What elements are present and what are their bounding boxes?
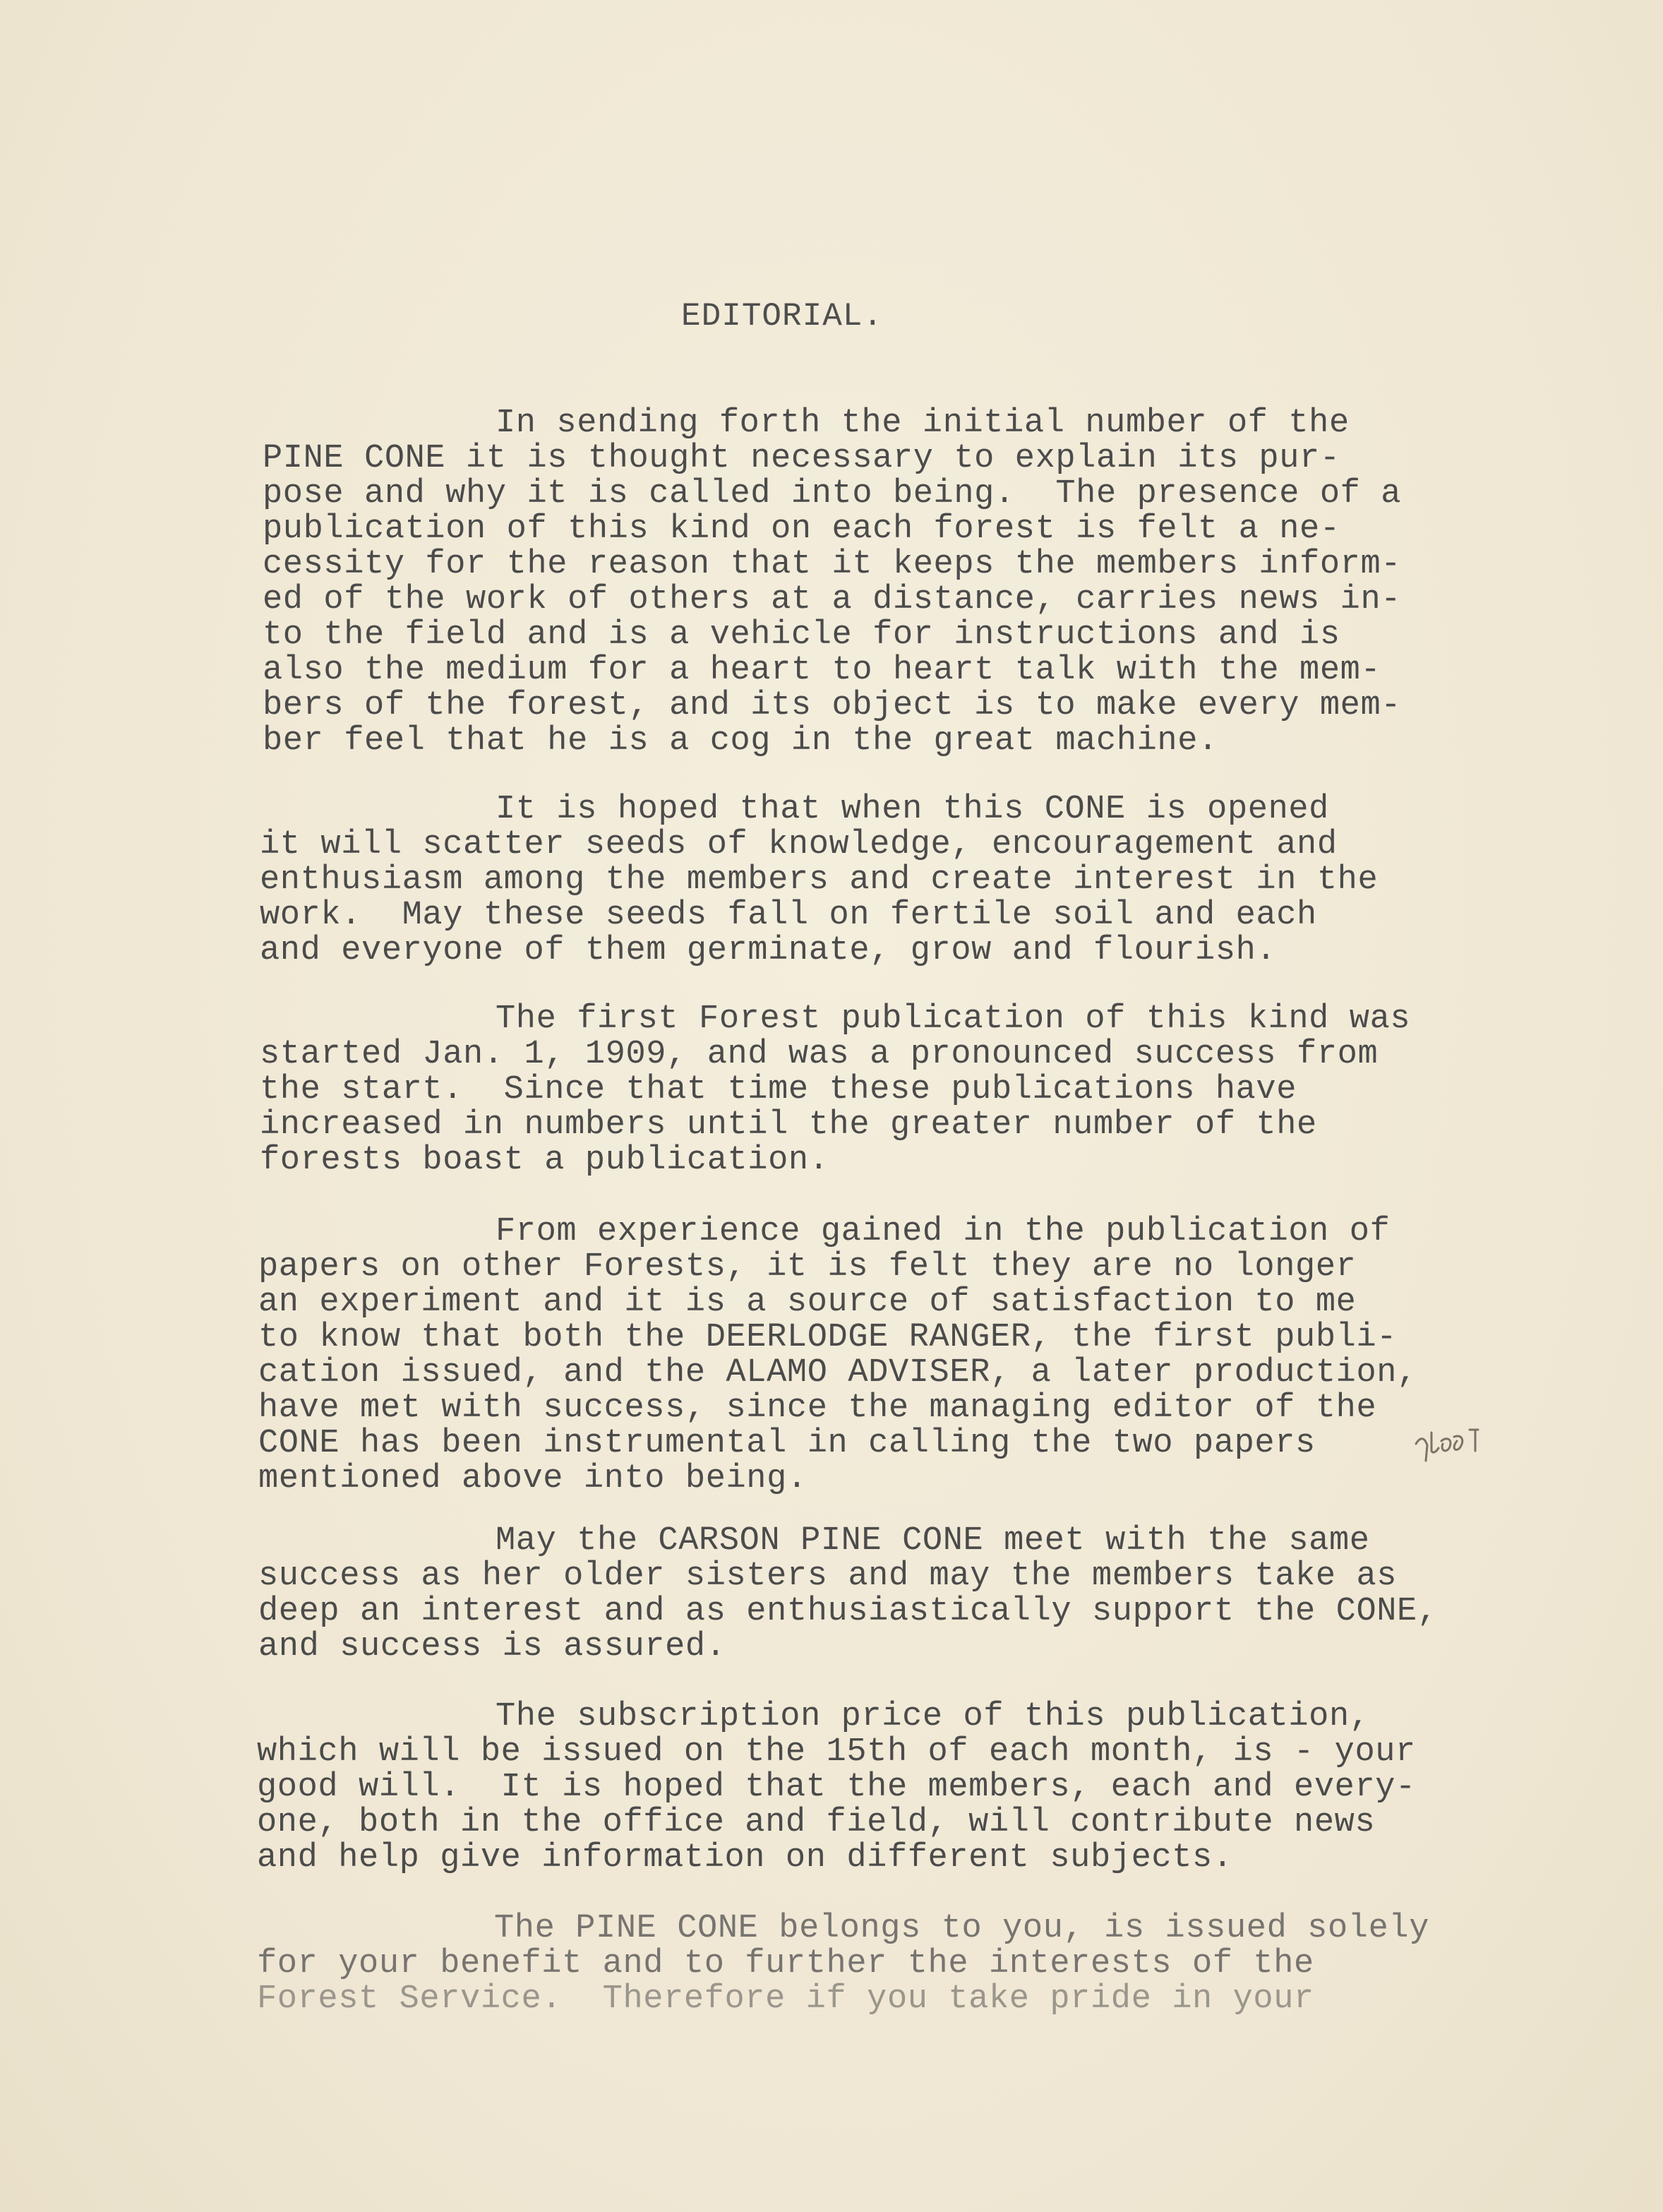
text-line: ed of the work of others at a distance, carries news in- xyxy=(263,581,1402,618)
text-line: to know that both the DEERLODGE RANGER, the first publi- xyxy=(258,1319,1398,1356)
text-line: cessity for the reason that it keeps the members inform- xyxy=(263,546,1402,583)
text-line: and help give information on different subjects. xyxy=(257,1839,1233,1877)
text-line: mentioned above into being. xyxy=(258,1460,808,1497)
text-line: CONE has been instrumental in calling the two papers xyxy=(258,1425,1316,1462)
text-line: Forest Service. Therefore if you take pride in your xyxy=(257,1980,1314,2018)
text-line: publication of this kind on each forest is felt a ne- xyxy=(263,510,1340,548)
text-line: which will be issued on the 15th of each month, is - your xyxy=(257,1733,1416,1771)
text-line: It is hoped that when this CONE is opened xyxy=(496,791,1329,828)
text-line: The PINE CONE belongs to you, is issued solely xyxy=(494,1910,1430,1947)
text-line: From experience gained in the publication of xyxy=(496,1213,1391,1250)
text-line: pose and why it is called into being. The presence of a xyxy=(263,475,1402,513)
text-line: increased in numbers until the greater number of the xyxy=(260,1106,1317,1144)
handwritten-note-icon xyxy=(1410,1416,1523,1465)
text-line: PINE CONE it is thought necessary to explain its pur- xyxy=(263,440,1340,477)
text-line: an experiment and it is a source of satisfaction to me xyxy=(258,1284,1357,1321)
text-line: The first Forest publication of this kind was xyxy=(496,1000,1411,1038)
text-line: it will scatter seeds of knowledge, encouragement and xyxy=(260,826,1338,863)
text-line: started Jan. 1, 1909, and was a pronounced success from xyxy=(260,1036,1379,1073)
editorial-title: EDITORIAL. xyxy=(681,298,884,335)
text-line: one, both in the office and field, will contribute news xyxy=(257,1804,1376,1841)
text-line: to the field and is a vehicle for instructions and is xyxy=(263,616,1340,654)
text-line: and everyone of them germinate, grow and flourish. xyxy=(260,932,1277,969)
text-line: In sending forth the initial number of the xyxy=(496,405,1350,442)
text-line: and success is assured. xyxy=(258,1628,726,1666)
text-line: cation issued, and the ALAMO ADVISER, a later production, xyxy=(258,1354,1417,1392)
text-line: May the CARSON PINE CONE meet with the same xyxy=(496,1522,1370,1560)
text-line: forests boast a publication. xyxy=(260,1142,829,1179)
text-line: have met with success, since the managing editor of the xyxy=(258,1389,1377,1427)
text-line: success as her older sisters and may the members take as xyxy=(258,1558,1398,1595)
text-line: the start. Since that time these publications have xyxy=(260,1071,1297,1108)
text-line: bers of the forest, and its object is to make every mem- xyxy=(263,687,1402,724)
text-line: also the medium for a heart to heart talk with the mem- xyxy=(263,652,1381,689)
text-line: ber feel that he is a cog in the great machine. xyxy=(263,722,1218,760)
text-line: good will. It is hoped that the members, each and every- xyxy=(257,1769,1416,1806)
text-line: deep an interest and as enthusiastically support the CONE, xyxy=(258,1593,1438,1630)
text-line: enthusiasm among the members and create interest in the xyxy=(260,861,1379,899)
text-line: for your benefit and to further the interests of the xyxy=(257,1945,1314,1983)
text-line: The subscription price of this publication, xyxy=(496,1698,1370,1735)
text-line: papers on other Forests, it is felt they are no longer xyxy=(258,1248,1357,1286)
text-line: work. May these seeds fall on fertile soil and each xyxy=(260,897,1317,934)
